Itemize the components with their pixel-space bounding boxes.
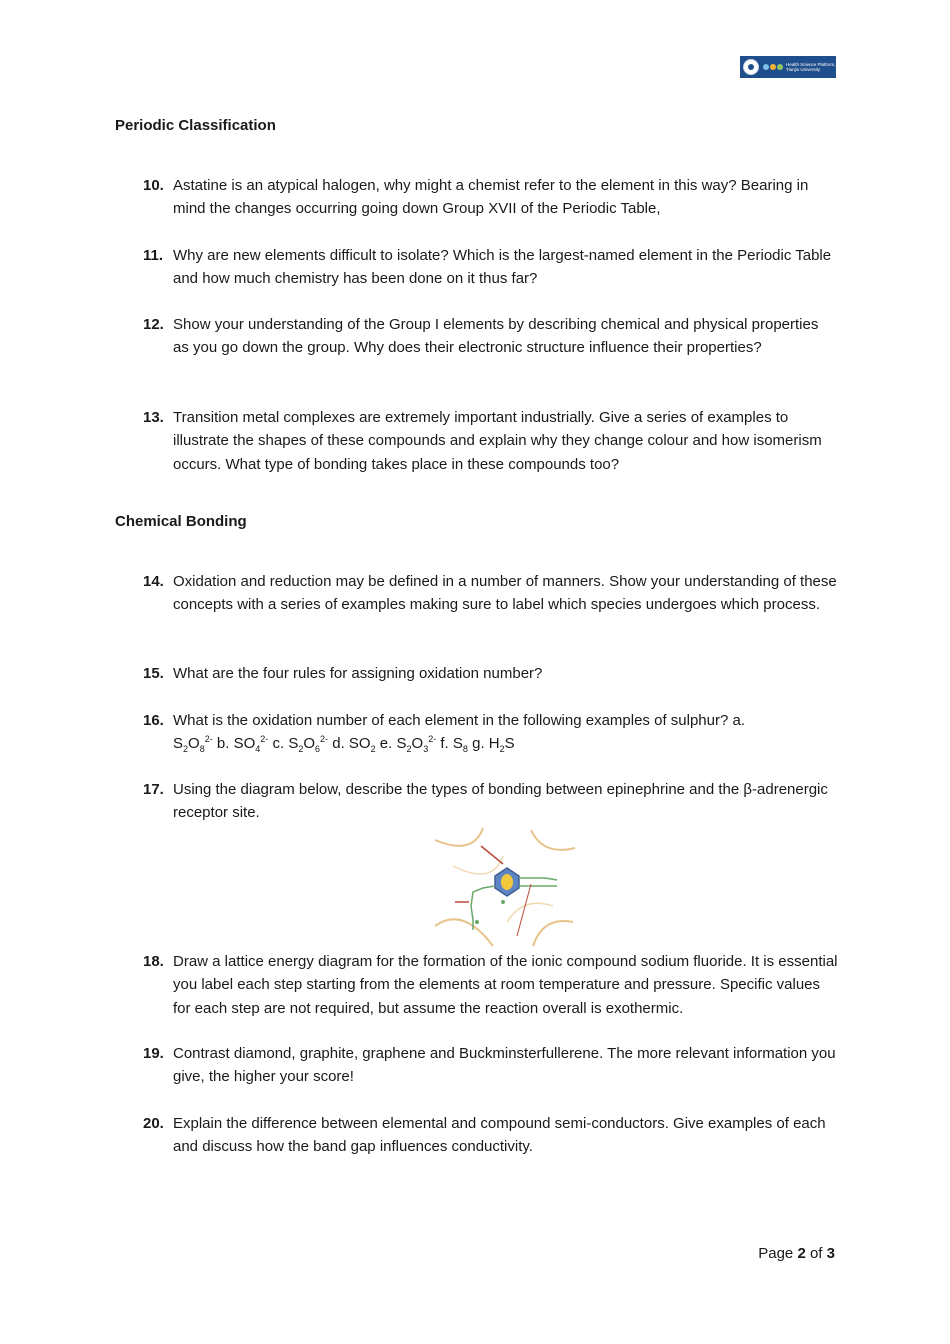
question-number: 15. xyxy=(143,665,164,682)
receptor-binding-diagram xyxy=(433,826,577,948)
header-logo xyxy=(740,56,836,78)
question-text: Astatine is an atypical halogen, why might a chemist refer to the element in this way? Bearing in mind the changes occurring going down Group XVII of the Periodic Table, xyxy=(173,177,809,218)
question-text: Contrast diamond, graphite, graphene and Buckminsterfullerene. The more relevant information you give, the higher your score! xyxy=(173,1045,836,1086)
formula-c: $S_2O_6^{2-}$ xyxy=(288,734,329,755)
question-number: 17. xyxy=(143,781,164,798)
molecule-icon xyxy=(763,64,783,70)
section-heading-bonding: Chemical Bonding xyxy=(115,513,247,530)
question-text: Why are new elements difficult to isolate? Which is the largest-named element in the Periodic Table and how much chemistry has been done on it thus far? xyxy=(173,247,832,288)
question-14 xyxy=(143,570,843,617)
question-number: 11. xyxy=(143,247,164,264)
question-11 xyxy=(143,244,843,291)
question-18 xyxy=(143,950,843,1020)
question-15 xyxy=(143,662,843,685)
formula-d: $SO_2$ xyxy=(348,735,376,755)
question-20 xyxy=(143,1112,843,1159)
question-text: Explain the difference between elemental and compound semi-conductors. Give examples of each and discuss how the band gap influences conductivity. xyxy=(173,1115,826,1156)
formula-b: $SO_4^{2-}$ xyxy=(233,734,269,755)
question-text: Draw a lattice energy diagram for the formation of the ionic compound sodium fluoride. It is essential you label each step starting from the elements at room temperature and pressure. Specific values for each step are not required, but assume the reaction overall is exothermic. xyxy=(173,953,838,1017)
question-number: 18. xyxy=(143,953,164,970)
question-number: 12. xyxy=(143,316,164,333)
question-number: 14. xyxy=(143,573,164,590)
logo-text: Health Science Platform, Tianjin University xyxy=(786,62,836,72)
question-text: Oxidation and reduction may be defined in a number of manners. Show your understanding of these concepts with a series of examples making sure to label which species undergoes which process. xyxy=(173,573,837,614)
question-17 xyxy=(143,778,843,825)
question-text: Using the diagram below, describe the types of bonding between epinephrine and the β-adrenergic receptor site. xyxy=(173,781,828,822)
question-text: Transition metal complexes are extremely important industrially. Give a series of examples to illustrate the shapes of these compounds and explain why they change colour and how isomerism occurs. What type of bonding takes place in these compounds too? xyxy=(173,409,822,473)
question-text: Show your understanding of the Group I elements by describing chemical and physical properties as you go down the group. Why does their electronic structure influence their properties? xyxy=(173,316,819,357)
question-12 xyxy=(143,313,843,360)
formula-e: $S_2O_3^{2-}$ xyxy=(396,734,437,755)
question-number: 20. xyxy=(143,1115,164,1132)
question-text: What are the four rules for assigning oxidation number? xyxy=(173,665,543,682)
question-16 xyxy=(143,709,843,756)
question-19 xyxy=(143,1042,843,1089)
question-text: What is the oxidation number of each element in the following examples of sulphur? a. $S_2O_8^{2-}$ b. $SO_4^{2-}$ c. $S_2O_6^{2-}$ d. $SO_2$ e. $S_2O_3^{2-}$ f. $S_8$ g. $H_2S$ xyxy=(173,712,745,755)
formula-g: $H_2S$ xyxy=(488,735,515,755)
formula-a: $S_2O_8^{2-}$ xyxy=(173,734,213,755)
page-number: Page 2 of 3 xyxy=(758,1245,835,1262)
question-number: 10. xyxy=(143,177,164,194)
question-13 xyxy=(143,406,843,476)
section-heading-periodic: Periodic Classification xyxy=(115,117,276,134)
question-number: 19. xyxy=(143,1045,164,1062)
formula-f: $S_8$ xyxy=(452,735,468,755)
question-number: 13. xyxy=(143,409,164,426)
question-10 xyxy=(143,174,843,221)
question-number: 16. xyxy=(143,712,164,729)
university-seal-icon xyxy=(743,59,759,75)
